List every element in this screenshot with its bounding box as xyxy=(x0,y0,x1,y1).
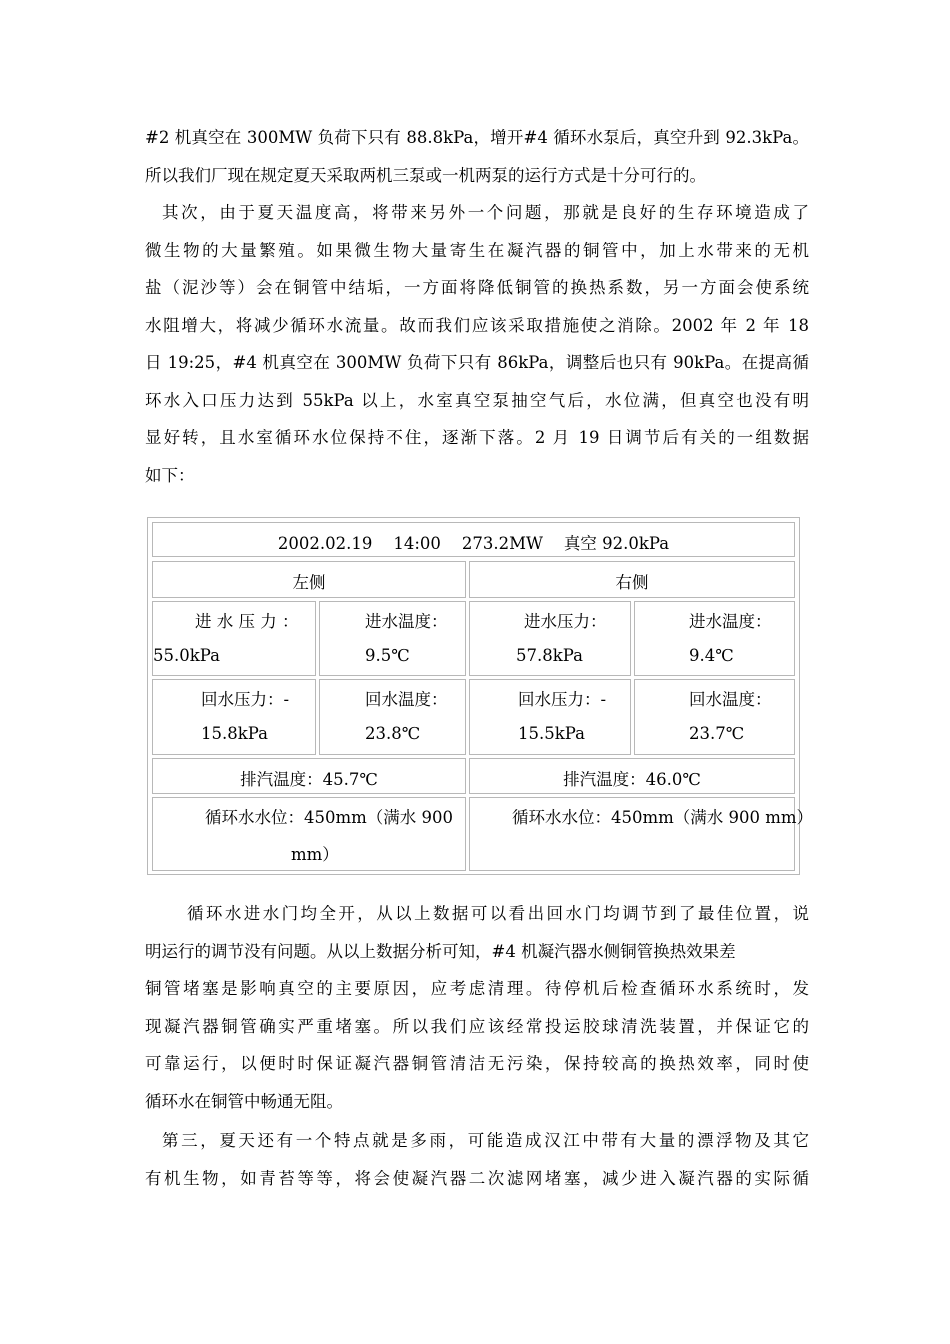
text-line: 明运行的调节没有问题。从以上数据分析可知，#4 机凝汽器水侧铜管换热效果差 xyxy=(145,941,736,961)
right-return-pressure-cell xyxy=(469,679,631,755)
left-return-pressure-cell xyxy=(152,679,316,755)
right-exhaust-temp: 排汽温度：46.0℃ xyxy=(563,770,701,789)
data-table xyxy=(147,517,814,875)
right-return-temp-cell xyxy=(634,679,795,755)
text-line: 其次，由于夏天温度高，将带来另外一个问题，那就是良好的生存环境造成了 xyxy=(162,203,809,222)
text-line: 如下： xyxy=(145,465,195,485)
text-line: #2 机真空在 300MW 负荷下只有 88.8kPa，增开#4 循环水泵后，真空升到 92.3kPa。 xyxy=(145,128,809,147)
left-water-level-line2: mm） xyxy=(291,845,339,864)
left-side-title: 左侧 xyxy=(292,573,326,592)
right-inlet-temp-value: 9.4℃ xyxy=(689,646,734,665)
right-return-pressure-value: 15.5kPa xyxy=(518,724,585,743)
left-inlet-temp-cell xyxy=(319,601,466,676)
text-line: 循环水进水门均全开，从以上数据可以看出回水门均调节到了最佳位置，说 xyxy=(187,904,809,923)
right-return-temp-label: 回水温度： xyxy=(689,690,772,709)
right-side-title-cell xyxy=(469,561,795,598)
paragraph-3 xyxy=(145,895,809,1120)
table-header-cell xyxy=(152,522,795,557)
text-line: 所以我们厂现在规定夏天采取两机三泵或一机两泵的运行方式是十分可行的。 xyxy=(145,165,706,185)
right-return-pressure-label: 回水压力：- xyxy=(518,690,607,709)
left-water-level-cell xyxy=(152,797,466,871)
text-line: 铜管堵塞是影响真空的主要原因，应考虑清理。待停机后检查循环水系统时，发 xyxy=(145,979,809,998)
left-inlet-temp-label: 进水温度： xyxy=(365,612,448,631)
left-inlet-pressure-label: 进 水 压 力 ： xyxy=(195,612,299,631)
right-side-title: 右侧 xyxy=(615,573,649,592)
left-side-title-cell xyxy=(152,561,466,598)
text-line: 盐（泥沙等）会在铜管中结垢，一方面将降低铜管的换热系数，另一方面会使系统 xyxy=(145,278,809,297)
right-inlet-temp-label: 进水温度： xyxy=(689,612,772,631)
left-return-pressure-value: 15.8kPa xyxy=(201,724,268,743)
right-exhaust-temp-cell xyxy=(469,758,795,794)
paragraph-2 xyxy=(145,194,809,494)
table-header: 2002.02.19 14:00 273.2MW 真空 92.0kPa xyxy=(277,534,670,553)
right-return-temp-value: 23.7℃ xyxy=(689,724,745,743)
paragraph-4 xyxy=(145,1122,809,1197)
right-inlet-pressure-value: 57.8kPa xyxy=(516,646,583,665)
left-exhaust-temp: 排汽温度：45.7℃ xyxy=(240,770,378,789)
text-line: 第三，夏天还有一个特点就是多雨，可能造成汉江中带有大量的漂浮物及其它 xyxy=(162,1131,809,1150)
right-water-level-cell xyxy=(469,797,814,871)
text-line: 循环水在铜管中畅通无阻。 xyxy=(145,1091,343,1111)
text-line: 现凝汽器铜管确实严重堵塞。所以我们应该经常投运胶球清洗装置，并保证它的 xyxy=(145,1016,809,1036)
paragraph-1 xyxy=(145,119,809,194)
right-inlet-pressure-cell xyxy=(469,601,631,676)
right-inlet-pressure-label: 进水压力： xyxy=(524,612,607,631)
text-line: 环水入口压力达到 55kPa 以上，水室真空泵抽空气后，水位满，但真空也没有明 xyxy=(145,390,809,410)
text-line: 可靠运行，以便时时保证凝汽器铜管清洁无污染，保持较高的换热效率，同时使 xyxy=(145,1054,809,1073)
left-return-pressure-label: 回水压力：- xyxy=(201,690,290,709)
text-line: 水阻增大，将减少循环水流量。故而我们应该采取措施使之消除。2002 年 2 年 18 xyxy=(145,315,809,335)
left-inlet-temp-value: 9.5℃ xyxy=(365,646,410,665)
left-return-temp-cell xyxy=(319,679,466,755)
left-return-temp-value: 23.8℃ xyxy=(365,724,421,743)
text-line: 显好转，且水室循环水位保持不住，逐渐下落。2 月 19 日调节后有关的一组数据 xyxy=(145,428,809,447)
right-inlet-temp-cell xyxy=(634,601,795,676)
text-line: 微生物的大量繁殖。如果微生物大量寄生在凝汽器的铜管中，加上水带来的无机 xyxy=(145,240,809,260)
left-return-temp-label: 回水温度： xyxy=(365,690,448,709)
left-inlet-pressure-value: 55.0kPa xyxy=(153,646,220,665)
left-water-level-line1: 循环水水位：450mm（满水 900 xyxy=(205,808,454,827)
text-line: 日 19:25，#4 机真空在 300MW 负荷下只有 86kPa，调整后也只有 90kPa。在提高循 xyxy=(145,353,809,372)
left-inlet-pressure-cell xyxy=(152,601,316,676)
right-water-level: 循环水水位：450mm（满水 900 mm） xyxy=(512,808,814,827)
left-exhaust-temp-cell xyxy=(152,758,466,794)
text-line: 有机生物，如青苔等等，将会使凝汽器二次滤网堵塞，减少进入凝汽器的实际循 xyxy=(145,1168,809,1188)
